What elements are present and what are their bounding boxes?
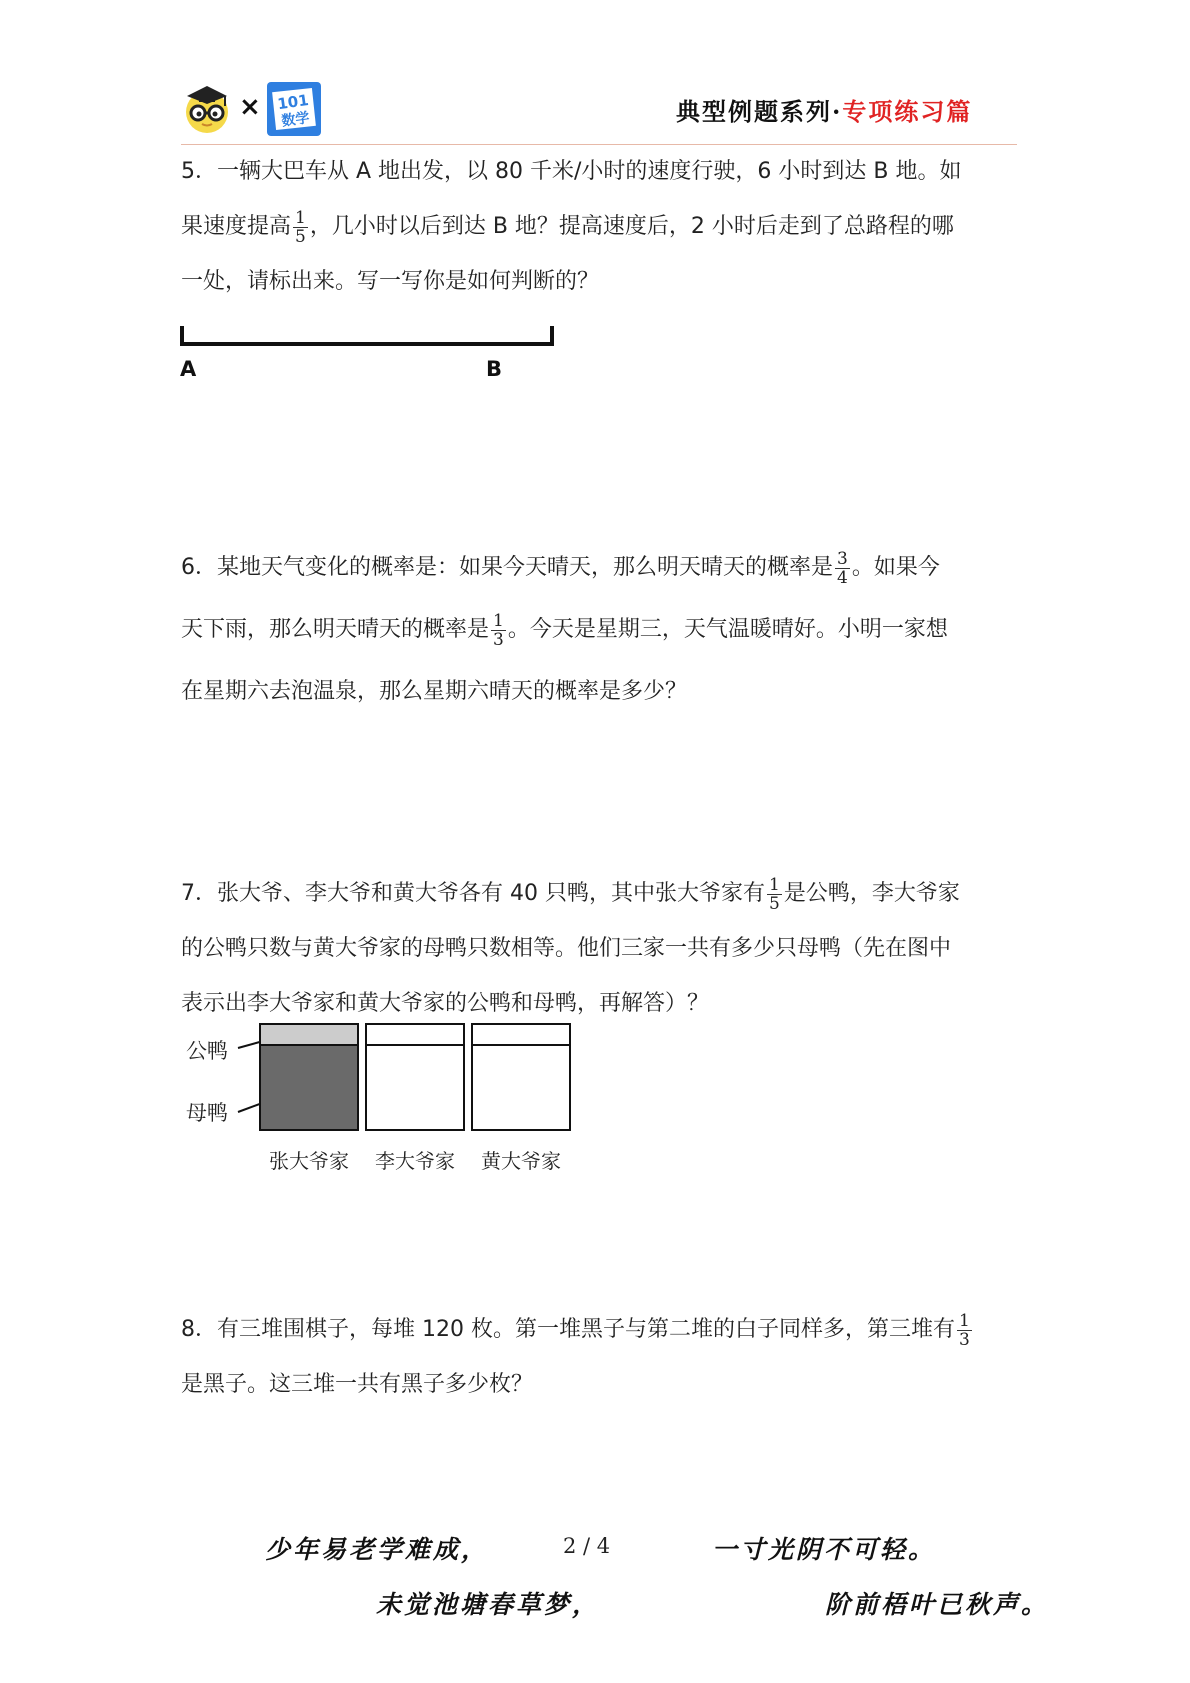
q7-fraction: $\frac{1}{5}$	[768, 874, 780, 914]
q7-line-2: 的公鸭只数与黄大爷家的母鸭只数相等。他们三家一共有多少只母鸭（先在图中	[181, 936, 952, 961]
poem-line-2-left: 未觉池塘春草梦，	[376, 1590, 601, 1619]
male-section-2	[366, 1024, 464, 1045]
cross-symbol: ×	[239, 92, 261, 122]
logo-text-101: 101	[276, 90, 310, 114]
q7-line-1: 7．张大爷、李大爷和黄大爷各有 40 只鸭，其中张大爷家有 $\frac{1}{5}$ 是公鸭，李大爷家	[181, 874, 960, 914]
q5-route-diagram	[180, 322, 560, 388]
q6-line-1: 6．某地天气变化的概率是：如果今天晴天，那么明天晴天的概率是 $\frac{3}{4}$ 。如果今	[181, 548, 940, 588]
family-label-3: 黄大爷家	[481, 1149, 561, 1173]
page-number: 2 / 4	[563, 1534, 611, 1558]
series-title	[676, 92, 972, 127]
q6-line-2: 天下雨，那么明天晴天的概率是 $\frac{1}{3}$ 。今天是星期三，天气温暖晴好。小明一家想	[181, 610, 948, 650]
q7-line-3: 表示出李大爷家和黄大爷家的公鸭和母鸭，再解答）？	[181, 991, 710, 1016]
q7-duck-diagram	[180, 1020, 600, 1184]
male-duck-label: 公鸭	[186, 1039, 228, 1063]
male-section-1	[260, 1024, 358, 1045]
route-label-b: B	[486, 357, 503, 381]
q6-fraction-3-4: $\frac{3}{4}$	[837, 548, 848, 588]
route-label-a: A	[180, 357, 197, 381]
male-section-3	[472, 1024, 570, 1045]
q5-line-1: 5．一辆大巴车从 A 地出发，以 80 千米/小时的速度行驶，6 小时到达 B 地。如	[181, 159, 962, 184]
female-section-1	[260, 1045, 358, 1130]
series-title-sub: 专项练习篇	[842, 97, 973, 126]
q6-line-3: 在星期六去泡温泉，那么星期六晴天的概率是多少？	[181, 679, 688, 704]
poem-line-1-left: 少年易老学难成，	[265, 1535, 490, 1564]
question-5	[181, 144, 1021, 309]
family-label-2: 李大爷家	[375, 1149, 455, 1173]
math-101-logo-icon	[267, 82, 321, 136]
female-section-2	[366, 1045, 464, 1130]
q5-fraction: $\frac{1}{5}$	[295, 207, 306, 247]
duck-boxes-group	[260, 1024, 570, 1173]
series-title-main: 典型例题系列·	[676, 97, 843, 126]
family-label-1: 张大爷家	[269, 1149, 349, 1173]
poem-line-2-right: 阶前梧叶已秋声。	[825, 1590, 1050, 1619]
question-8	[181, 1302, 1021, 1412]
q8-fraction: $\frac{1}{3}$	[958, 1310, 970, 1350]
owl-logo-icon	[181, 82, 233, 134]
female-duck-label: 母鸭	[186, 1101, 228, 1125]
q8-line-2: 是黑子。这三堆一共有黑子多少枚？	[181, 1372, 534, 1397]
q8-line-1: 8．有三堆围棋子，每堆 120 枚。第一堆黑子与第二堆的白子同样多，第三堆有 $\frac{1}{3}$	[181, 1310, 970, 1350]
q5-line-3: 一处，请标出来。写一写你是如何判断的？	[181, 269, 600, 294]
question-6	[181, 537, 1021, 723]
q6-fraction-1-3: $\frac{1}{3}$	[493, 610, 504, 650]
poem-line-1-right: 一寸光阴不可轻。	[712, 1535, 937, 1564]
logo-text-math: 数学	[280, 110, 311, 130]
female-section-3	[472, 1045, 570, 1130]
question-7	[181, 866, 1021, 1031]
q5-line-2: 果速度提高 $\frac{1}{5}$ ，几小时以后到达 B 地？提高速度后，2 小时后走到了总路程的哪	[181, 207, 954, 247]
